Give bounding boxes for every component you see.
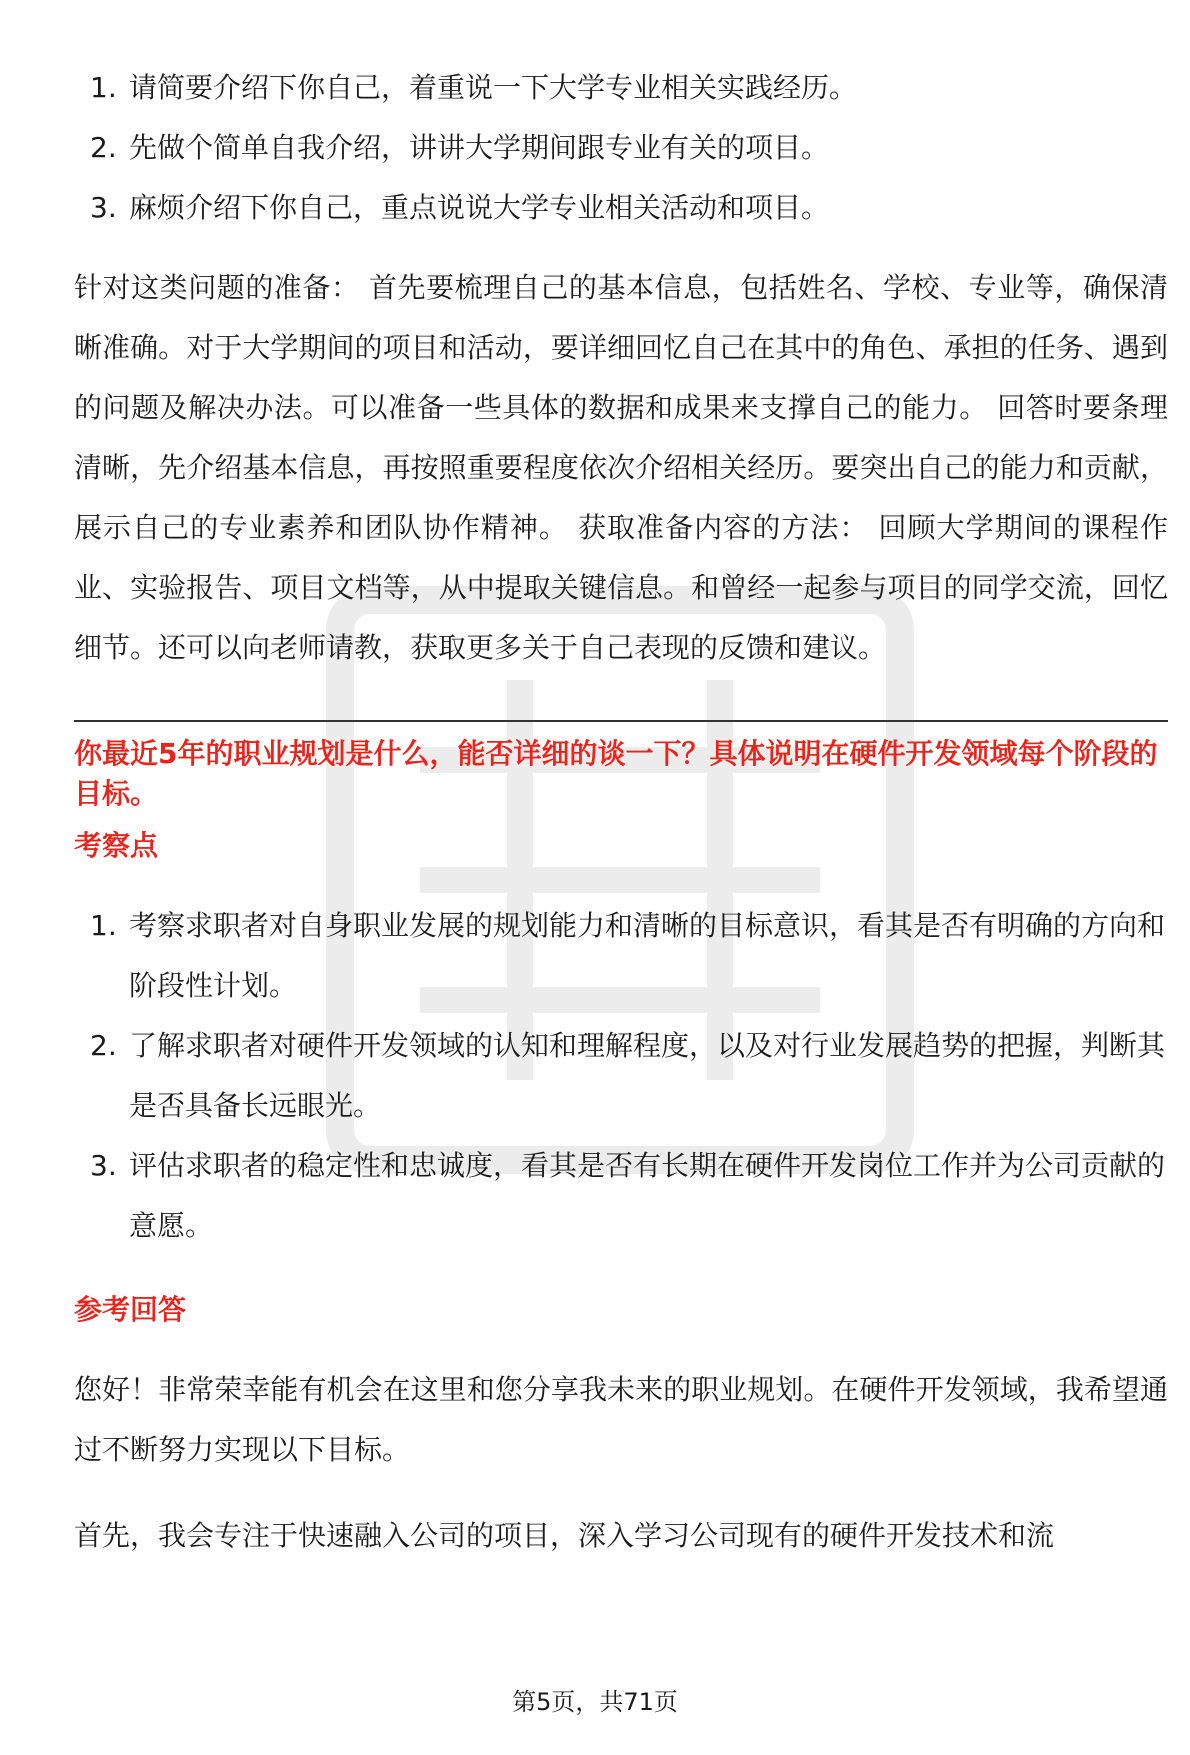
page-number-footer: 第5页，共71页 — [512, 1688, 678, 1716]
list-item: 1. 考察求职者对自身职业发展的规划能力和清晰的目标意识，看其是否有明确的方向和阶段性计划。 — [90, 909, 1166, 1002]
exam-points-list — [74, 896, 1168, 1256]
list-item: 3. 评估求职者的稳定性和忠诚度，看其是否有长期在硬件开发岗位工作并为公司贡献的意愿。 — [90, 1149, 1166, 1242]
answer-paragraph: 您好！非常荣幸能有机会在这里和您分享我未来的职业规划。在硬件开发领域，我希望通过不断努力实现以下目标。 — [74, 1373, 1168, 1466]
exam-points-heading: 考察点 — [74, 829, 159, 862]
list-item: 2. 了解求职者对硬件开发领域的认知和理解程度，以及对行业发展趋势的把握，判断其是否具备长远眼光。 — [90, 1029, 1166, 1122]
preparation-paragraph: 针对这类问题的准备： 首先要梳理自己的基本信息，包括姓名、学校、专业等，确保清晰准确。对于大学期间的项目和活动，要详细回忆自己在其中的角色、承担的任务、遇到的问题及解决办法。可以准备一些具体的数据和成果来支撑自己的能力。 回答时要条理清晰，先介绍基本信息，再按照重要程度依次介绍相关经历。要突出自己的能力和贡献，展示自己的专业素养和团队协作精神。 获取准备内容的方法： 回顾大学期间的课程作业、实验报告、项目文档等，从中提取关键信息。和曾经一起参与项目的同学交流，回忆细节。还可以向老师请教，获取更多关于自己表现的反馈和建议。 — [74, 271, 1168, 664]
list-item: 2. 先做个简单自我介绍，讲讲大学期间跟专业有关的项目。 — [90, 131, 830, 164]
answer-paragraph: 首先，我会专注于快速融入公司的项目，深入学习公司现有的硬件开发技术和流 — [74, 1519, 1055, 1552]
list-item: 3. 麻烦介绍下你自己，重点说说大学专业相关活动和项目。 — [90, 191, 830, 224]
page-content — [74, 58, 1168, 1566]
intro-question-list — [74, 58, 1168, 238]
list-item: 1. 请简要介绍下你自己，着重说一下大学专业相关实践经历。 — [90, 71, 858, 104]
question-title: 你最近5年的职业规划是什么，能否详细的谈一下？具体说明在硬件开发领域每个阶段的目标。 — [74, 737, 1158, 810]
reference-answer-heading: 参考回答 — [74, 1293, 187, 1326]
